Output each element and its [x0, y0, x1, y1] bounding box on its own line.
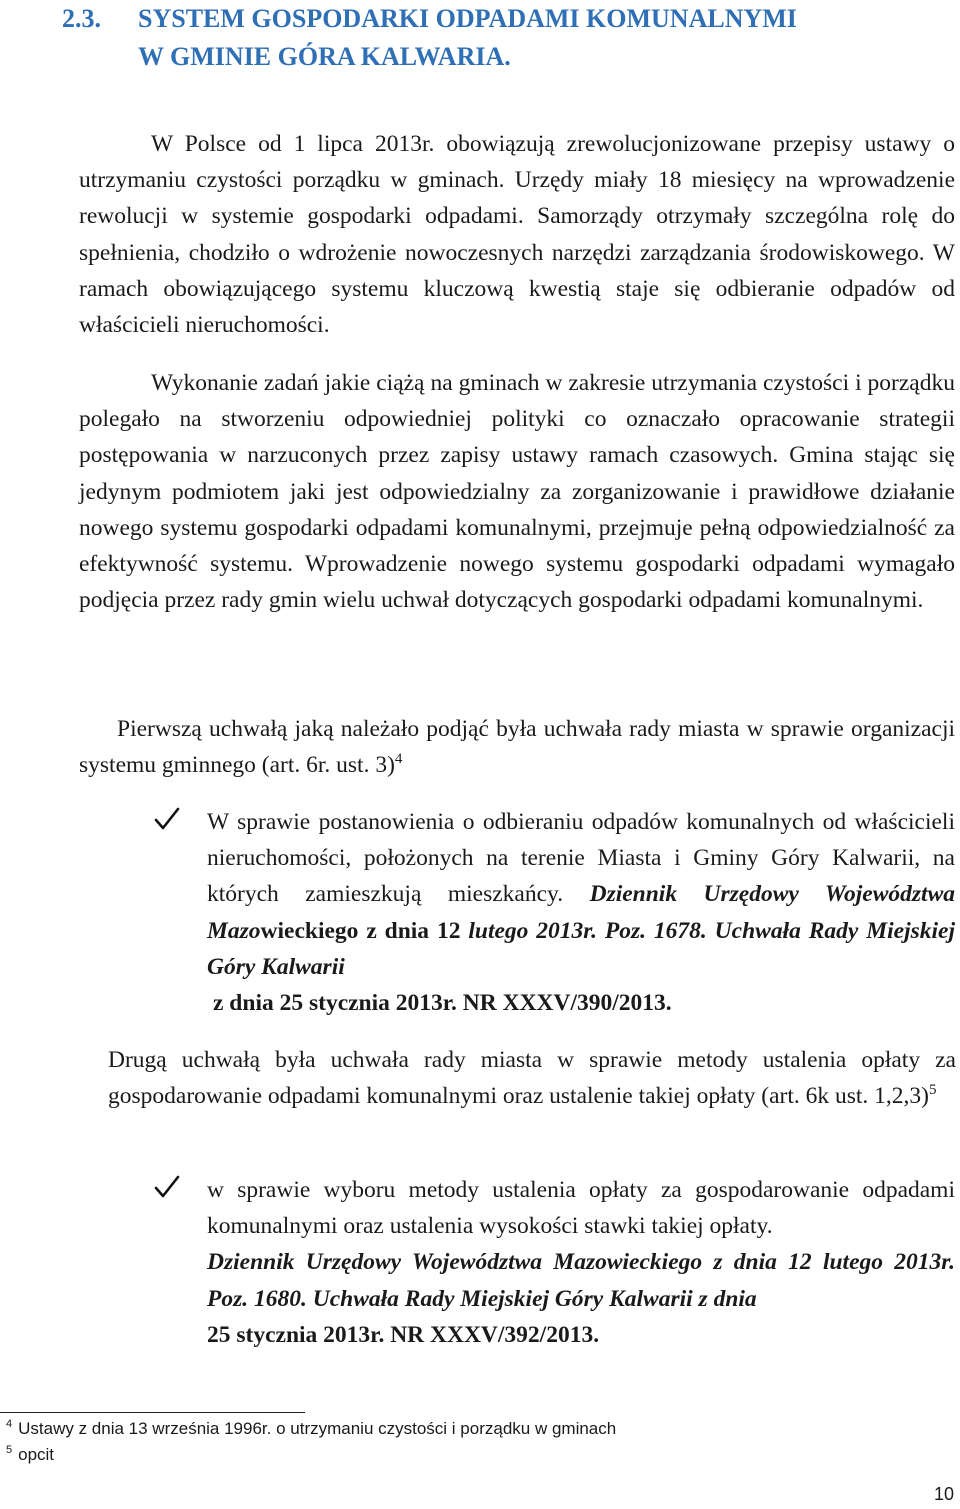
section-number: 2.3.	[62, 4, 101, 33]
paragraph-2-text: Wykonanie zadań jakie ciążą na gminach w zakresie utrzymania czystości i porządku polegało na stworzeniu odpowiedniej polityki co oznaczało opracowanie strategii postępowania w narzuconych przez zapisy ustawy ramach czasowych. Gmina stając się jedynym podmiotem jaki jest odpowiedzialny za zorganizowanie i prawidłowe działanie nowego systemu gospodarki odpadami komunalnymi, przejmuje pełną odpowiedzialność za efektywność systemu. Wprowadzenie nowego systemu gospodarki odpadami wymagało podjęcia przez rady gmin wielu uchwał dotyczących gospodarki odpadami komunalnymi.	[79, 370, 955, 614]
paragraph-1-text: W Polsce od 1 lipca 2013r. obowiązują zrewolucjonizowane przepisy ustawy o utrzymaniu czystości porządku w gminach. Urzędy miały 18 miesięcy na wprowadzenie rewolucji w systemie gospodarki odpadami. Samorządy otrzymały szczególna rolę do spełnienia, chodziło o wdrożenie nowoczesnych narzędzi zarządzania środowiskowego. W ramach obowiązującego systemu kluczową kwestią staje się odbieranie odpadów od właścicieli nieruchomości.	[79, 131, 955, 339]
list-item-1-text: W sprawie postanowienia o odbieraniu odpadów komunalnych od właścicieli nieruchomości, położonych na terenie Miasta i Gminy Góry Kalwarii, na których zamieszkują mieszkańcy.	[207, 809, 955, 908]
paragraph-4-text: Drugą uchwałą była uchwała rady miasta w sprawie metody ustalenia opłaty za gospodarowanie odpadami komunalnymi oraz ustalenie takiej opłaty (art. 6k ust. 1,2,3)	[108, 1047, 956, 1110]
paragraph-4	[108, 1042, 956, 1114]
footnote-ref-5: 5	[929, 1082, 937, 1099]
list-item-1-citation-c: lutego 2013r. Poz. 1678. Uchwała Rady Miejskiej Góry Kalwarii	[207, 917, 955, 980]
paragraph-1	[79, 126, 955, 343]
section-heading	[62, 0, 942, 76]
list-item-2-text: w sprawie wyboru metody ustalenia opłaty za gospodarowanie odpadami komunalnymi oraz ustalenia wysokości stawki takiej opłaty.	[207, 1177, 955, 1240]
list-item-2-citation-a: Dziennik Urzędowy Województwa Mazowieckiego z dnia 12 lutego 2013r. Poz. 1680. Uchwała Rady Miejskiej Góry Kalwarii z dnia	[207, 1249, 955, 1312]
checkmark-icon	[152, 804, 182, 834]
footnote-text: Ustawy z dnia 13 września 1996r. o utrzymaniu czystości i porządku w gminach	[18, 1419, 617, 1438]
footnote-number: 4	[6, 1418, 13, 1431]
footnote-5	[6, 1444, 54, 1466]
list-item-2-content	[207, 1172, 955, 1353]
list-item-1-citation-a: Dziennik Urzędowy Województwa Mazo	[207, 881, 956, 944]
footnote-divider	[0, 1412, 305, 1413]
list-item-2-citation-b: 25 stycznia 2013r. NR XXXV/392/2013.	[207, 1321, 600, 1348]
footnote-text: opcit	[18, 1445, 55, 1464]
paragraph-2	[79, 365, 955, 618]
list-item-1-citation-b: wieckiego z dnia 12	[260, 917, 461, 944]
checkmark-icon	[152, 1172, 182, 1202]
list-item-1-citation-d: z dnia 25 stycznia 2013r. NR XXXV/390/2013.	[213, 990, 672, 1017]
paragraph-3	[79, 711, 955, 783]
page-number: 10	[933, 1484, 954, 1504]
footnote-number: 5	[6, 1444, 13, 1457]
footnote-4	[6, 1418, 616, 1440]
paragraph-3-text: Pierwszą uchwałą jaką należało podjąć była uchwała rady miasta w sprawie organizacji systemu gminnego (art. 6r. ust. 3)	[79, 716, 955, 779]
list-item-1-content	[207, 804, 955, 1021]
footnote-ref-4: 4	[394, 751, 403, 768]
section-title-line1: SYSTEM GOSPODARKI ODPADAMI KOMUNALNYMI	[138, 4, 797, 33]
section-title-line2: W GMINIE GÓRA KALWARIA.	[138, 42, 511, 71]
